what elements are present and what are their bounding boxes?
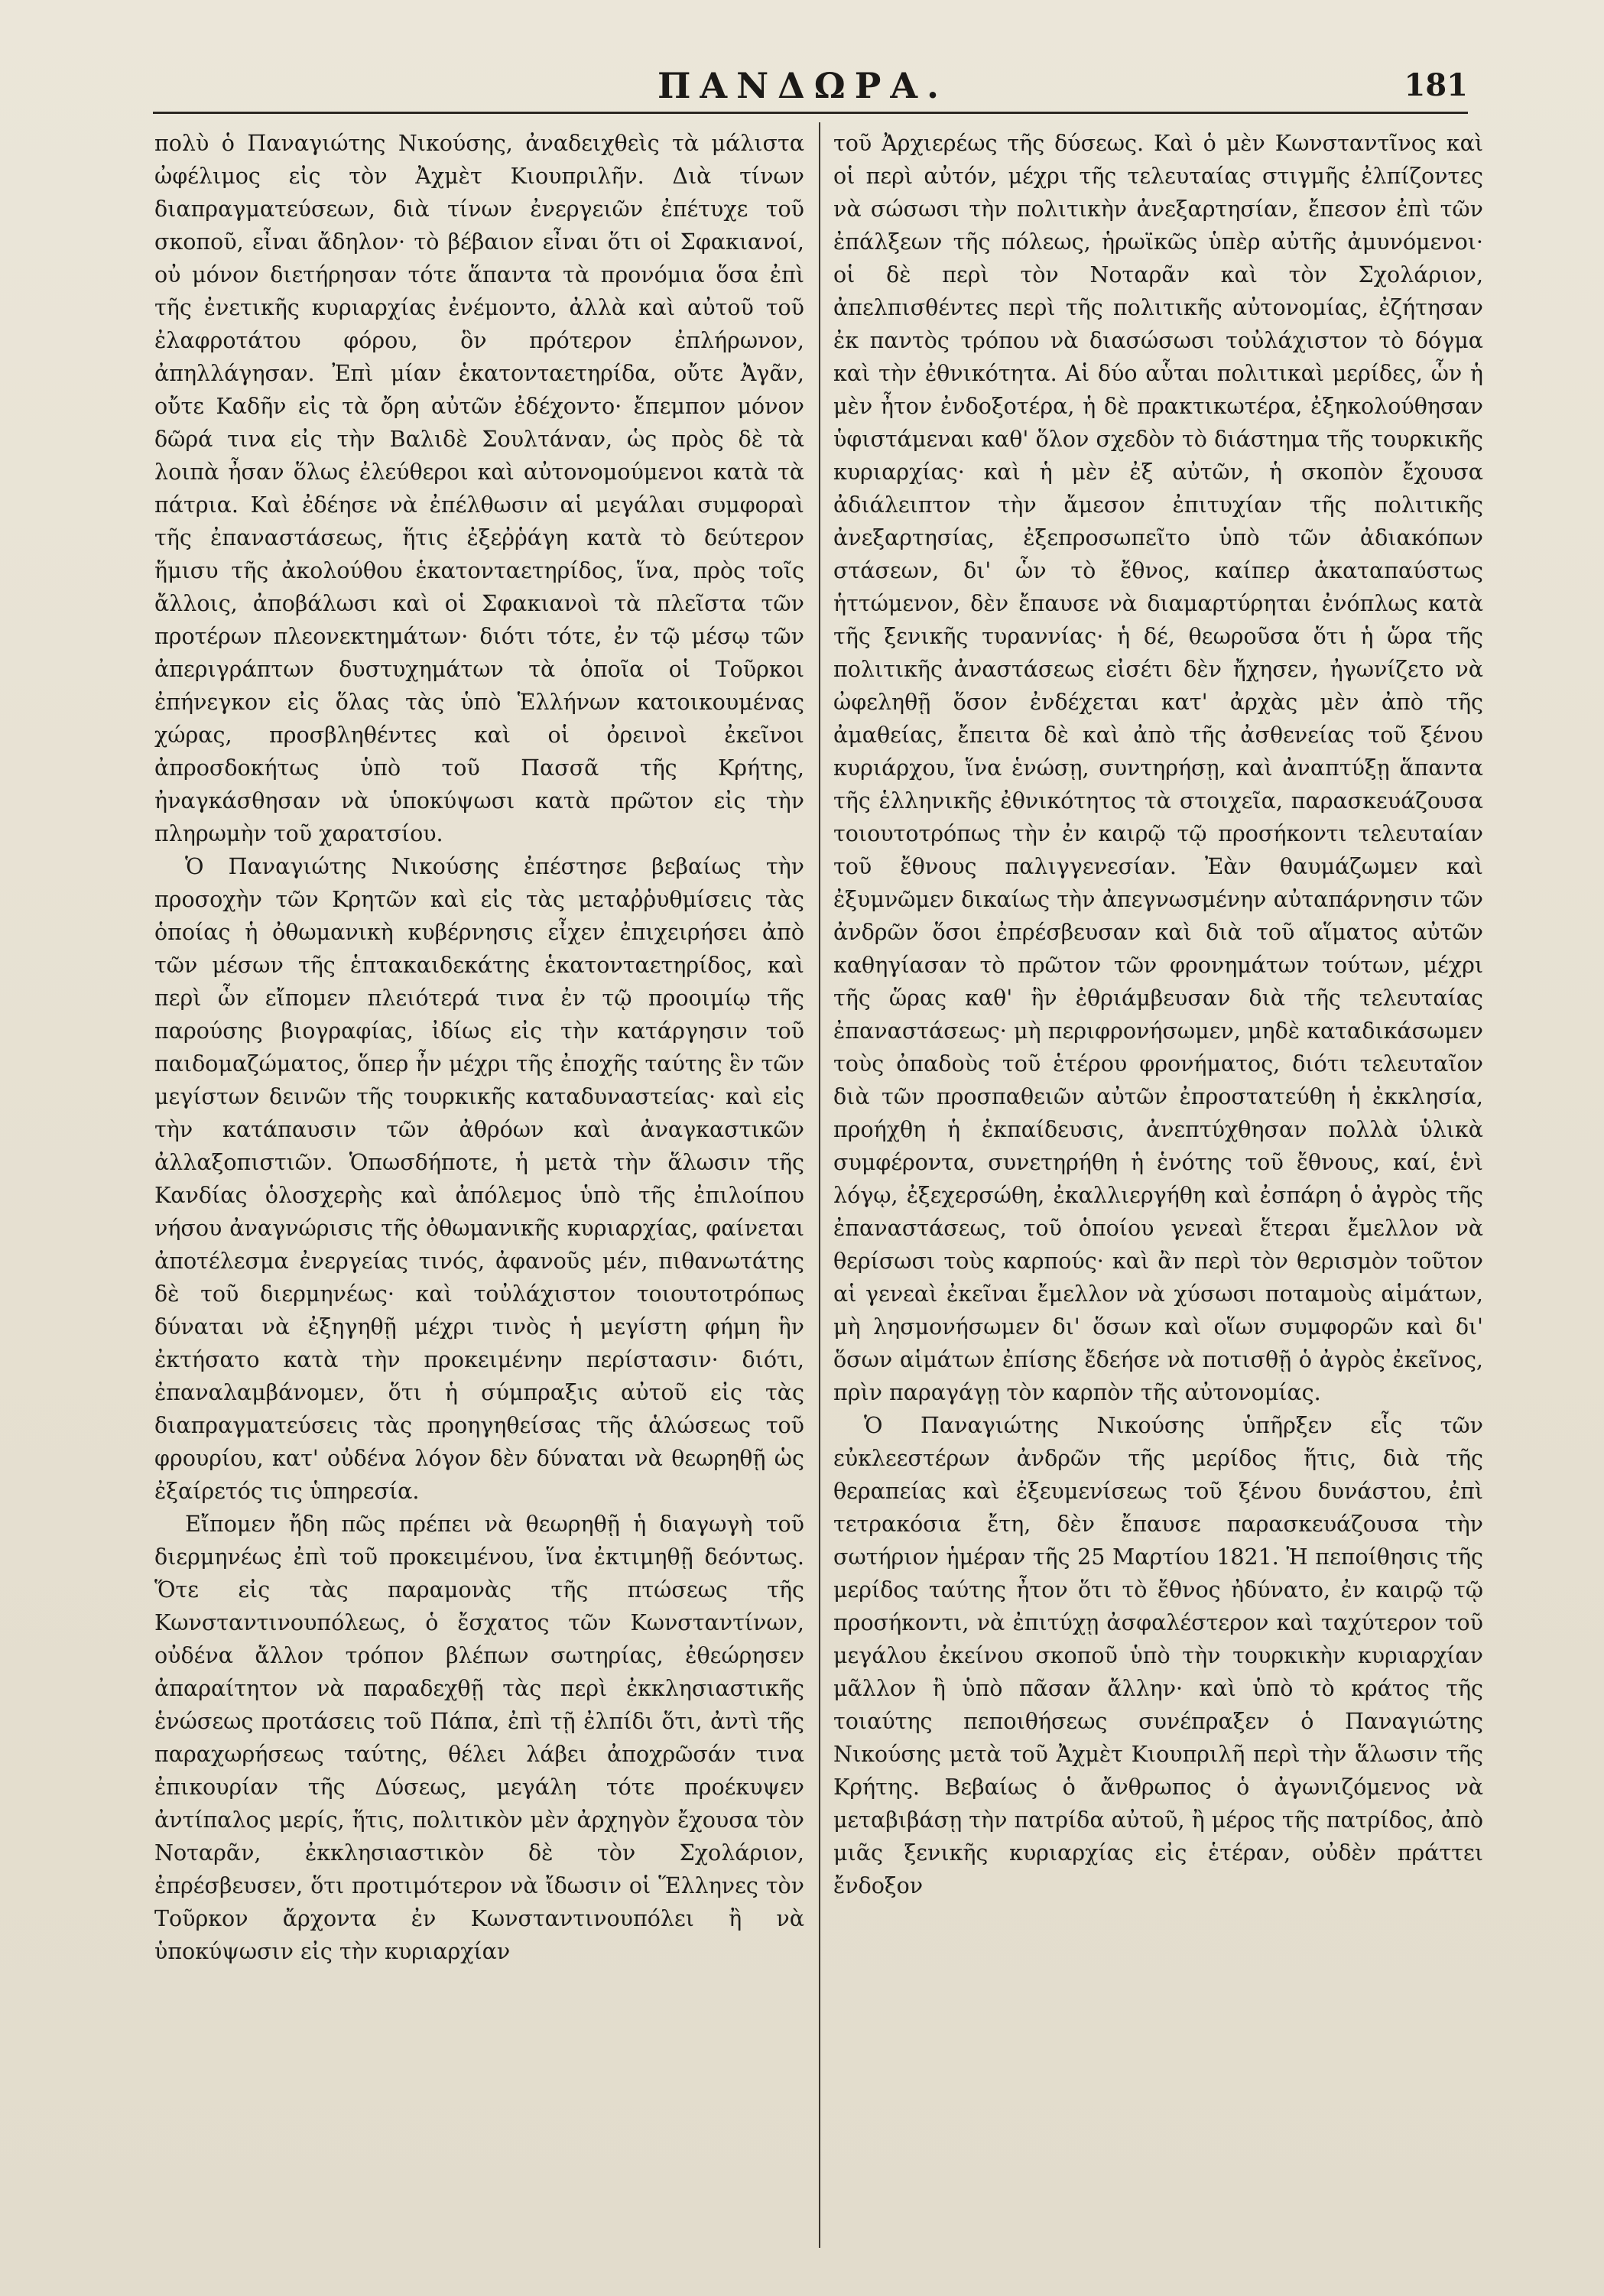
paragraph: πολὺ ὁ Παναγιώτης Νικούσης, ἀναδειχθεὶς τὰ μάλιστα ὠφέλιμος εἰς τὸν Ἀχμὲτ Κιουπριλῆν. Διὰ τίνων διαπραγματεύσεων, διὰ τίνων ἐνεργειῶν ἐπέτυχε τοῦ σκοποῦ, εἶναι ἄδηλον· τὸ βέβαιον εἶναι ὅτι οἱ Σφακιανοί, οὐ μόνον διετήρησαν τότε ἅπαντα τὰ προνόμια ὅσα ἐπὶ τῆς ἐνετικῆς κυριαρχίας ἐνέμοντο, ἀλλὰ καὶ αὐτοῦ τοῦ ἐλαφροτάτου φόρου, ὃν πρότερον ἐπλήρωνον, ἀπηλλάγησαν. Ἐπὶ μίαν ἑκατονταετηρίδα, οὔτε Ἀγᾶν, οὔτε Καδῆν εἰς τὰ ὄρη αὐτῶν ἐδέχοντο· ἔπεμπον μόνον δῶρά τινα εἰς τὴν Βαλιδὲ Σουλτάναν, ὡς πρὸς δὲ τὰ λοιπὰ ἦσαν ὅλως ἐλεύθεροι καὶ αὐτονομούμενοι κατὰ τὰ πάτρια. Καὶ ἐδέησε νὰ ἐπέλθωσιν αἱ μεγάλαι συμφοραὶ τῆς ἐπαναστάσεως, ἥτις ἐξεῤῥάγη κατὰ τὸ δεύτερον ἥμισυ τῆς ἀκολούθου ἑκατονταετηρίδος, ἵνα, πρὸς τοῖς ἄλλοις, ἀποβάλωσι καὶ οἱ Σφακιανοὶ τὰ πλεῖστα τῶν προτέρων πλεονεκτημάτων· διότι τότε, ἐν τῷ μέσῳ τῶν ἀπεριγράπτων δυστυχημάτων τὰ ὁποῖα οἱ Τοῦρκοι ἐπήνεγκον εἰς ὅλας τὰς ὑπὸ Ἑλλήνων κατοικουμένας χώρας, προσβληθέντες καὶ οἱ ὀρεινοὶ ἐκεῖνοι ἀπροσδοκήτως ὑπὸ τοῦ Πασσᾶ τῆς Κρήτης, ἠναγκάσθησαν νὰ ὑποκύψωσι κατὰ πρῶτον εἰς τὴν πληρωμὴν τοῦ χαρατσίου. [154,131,804,846]
right-column [833,127,1483,2237]
header-rule [153,112,1468,114]
running-title: ΠΑΝΔΩΡΑ. [657,65,949,106]
paragraph: Ὁ Παναγιώτης Νικούσης ἐπέστησε βεβαίως τὴν προσοχὴν τῶν Κρητῶν καὶ εἰς τὰς μεταῤῥυθμίσεις τὰς ὁποίας ἡ ὀθωμανικὴ κυβέρνησις εἶχεν ἐπιχειρήσει ἀπὸ τῶν μέσων τῆς ἑπτακαιδεκάτης ἑκατονταετηρίδος, καὶ περὶ ὧν εἴπομεν πλειότερά τινα ἐν τῷ προοιμίῳ τῆς παρούσης βιογραφίας, ἰδίως εἰς τὴν κατάργησιν τοῦ παιδομαζώματος, ὅπερ ἦν μέχρι τῆς ἐποχῆς ταύτης ἓν τῶν μεγίστων δεινῶν τῆς τουρκικῆς καταδυναστείας· καὶ εἰς τὴν κατάπαυσιν τῶν ἀθρόων καὶ ἀναγκαστικῶν ἀλλαξοπιστιῶν. Ὁπωσδήποτε, ἡ μετὰ τὴν ἅλωσιν τῆς Κανδίας ὁλοσχερὴς καὶ ἀπόλεμος ὑπὸ τῆς ἐπιλοίπου νήσου ἀναγνώρισις τῆς ὀθωμανικῆς κυριαρχίας, φαίνεται ἀποτέλεσμα ἐνεργείας τινός, ἀφανοῦς μέν, πιθανωτάτης δὲ τοῦ διερμηνέως· καὶ τοὐλάχιστον τοιουτοτρόπως δύναται νὰ ἐξηγηθῇ μέχρι τινὸς ἡ μεγίστη φήμη ἣν ἐκτήσατο κατὰ τὴν προκειμένην περίστασιν· διότι, ἐπαναλαμβάνομεν, ὅτι ἡ σύμπραξις αὐτοῦ εἰς τὰς διαπραγματεύσεις τὰς προηγηθείσας τῆς ἁλώσεως τοῦ φρουρίου, κατ' οὐδένα λόγον δὲν δύναται νὰ θεωρηθῇ ὡς ἐξαίρετός τις ὑπηρεσία. [154,854,804,1504]
page-header [138,63,1468,109]
paragraph: Ὁ Παναγιώτης Νικούσης ὑπῆρξεν εἷς τῶν εὐκλεεστέρων ἀνδρῶν τῆς μερίδος ἥτις, διὰ τῆς θεραπείας καὶ ἐξευμενίσεως τοῦ ξένου δυνάστου, ἐπὶ τετρακόσια ἔτη, δὲν ἔπαυσε παρασκευάζουσα τὴν σωτήριον ἡμέραν τῆς 25 Μαρτίου 1821. Ἡ πεποίθησις τῆς μερίδος ταύτης ἦτον ὅτι τὸ ἔθνος ἠδύνατο, ἐν καιρῷ τῷ προσήκοντι, νὰ ἐπιτύχῃ ἀσφαλέστερον καὶ ταχύτερον τοῦ μεγάλου ἐκείνου σκοποῦ ὑπὸ τὴν τουρκικὴν κυριαρχίαν μᾶλλον ἢ ὑπὸ πᾶσαν ἄλλην· καὶ ὑπὸ τὸ κράτος τῆς τοιαύτης πεποιθήσεως συνέπραξεν ὁ Παναγιώτης Νικούσης μετὰ τοῦ Ἀχμὲτ Κιουπριλῆ περὶ τὴν ἅλωσιν τῆς Κρήτης. Βεβαίως ὁ ἄνθρωπος ὁ ἀγωνιζόμενος νὰ μεταβιβάσῃ τὴν πατρίδα αὐτοῦ, ἢ μέρος τῆς πατρίδος, ἀπὸ μιᾶς ξενικῆς κυριαρχίας εἰς ἑτέραν, οὐδὲν πράττει ἔνδοξον [833,1413,1483,1898]
left-column [154,127,804,2237]
page-number: 181 [1404,67,1468,103]
paragraph: τοῦ Ἀρχιερέως τῆς δύσεως. Καὶ ὁ μὲν Κωνσταντῖνος καὶ οἱ περὶ αὐτόν, μέχρι τῆς τελευταίας στιγμῆς ἐλπίζοντες νὰ σώσωσι τὴν πολιτικὴν ἀνεξαρτησίαν, ἔπεσον ἐπὶ τῶν ἐπάλξεων τῆς πόλεως, ἡρωϊκῶς ὑπὲρ αὐτῆς ἀμυνόμενοι· οἱ δὲ περὶ τὸν Νοταρᾶν καὶ τὸν Σχολάριον, ἀπελπισθέντες περὶ τῆς πολιτικῆς αὐτονομίας, ἐζήτησαν ἐκ παντὸς τρόπου νὰ διασώσωσι τοὐλάχιστον τὸ δόγμα καὶ τὴν ἐθνικότητα. Αἱ δύο αὗται πολιτικαὶ μερίδες, ὧν ἡ μὲν ἦτον ἐνδοξοτέρα, ἡ δὲ πρακτικωτέρα, ἐξηκολούθησαν ὑφιστάμεναι καθ' ὅλον σχεδὸν τὸ διάστημα τῆς τουρκικῆς κυριαρχίας· καὶ ἡ μὲν ἐξ αὐτῶν, ἡ σκοπὸν ἔχουσα ἀδιάλειπτον τὴν ἄμεσον ἐπιτυχίαν τῆς πολιτικῆς ἀνεξαρτησίας, ἐξεπροσωπεῖτο ὑπὸ τῶν ἀδιακόπων στάσεων, δι' ὧν τὸ ἔθνος, καίπερ ἀκαταπαύστως ἡττώμενον, δὲν ἔπαυσε νὰ διαμαρτύρηται ἐνόπλως κατὰ τῆς ξενικῆς τυραννίας· ἡ δέ, θεωροῦσα ὅτι ἡ ὥρα τῆς πολιτικῆς ἀναστάσεως εἰσέτι δὲν ἤχησεν, ἠγωνίζετο νὰ ὠφεληθῇ ὅσον ἐνδέχεται κατ' ἀρχὰς μὲν ἀπὸ τῆς ἀμαθείας, ἔπειτα δὲ καὶ ἀπὸ τῆς ἀσθενείας τοῦ ξένου κυριάρχου, ἵνα ἑνώσῃ, συντηρήσῃ, καὶ ἀναπτύξῃ ἅπαντα τῆς ἑλληνικῆς ἐθνικότητος τὰ στοιχεῖα, παρασκευάζουσα τοιουτοτρόπως τὴν ἐν καιρῷ τῷ προσήκοντι τελευταίαν τοῦ ἔθνους παλιγγενεσίαν. Ἐὰν θαυμάζωμεν καὶ ἐξυμνῶμεν δικαίως τὴν ἀπεγνωσμένην αὐταπάρνησιν τῶν ἀνδρῶν ὅσοι ἐπρέσβευσαν καὶ διὰ τοῦ αἵματος αὐτῶν καθηγίασαν τὸ πρῶτον τῶν φρονημάτων τούτων, μέχρι τῆς ὥρας καθ' ἣν ἐθριάμβευσαν διὰ τῆς τελευταίας ἐπαναστάσεως· μὴ περιφρονήσωμεν, μηδὲ καταδικάσωμεν τοὺς ὀπαδοὺς τοῦ ἑτέρου φρονήματος, διότι τελευταῖον διὰ τῶν προσπαθειῶν αὐτῶν ἐπροστατεύθη ἡ ἐκκλησία, προήχθη ἡ ἐκπαίδευσις, ἀνεπτύχθησαν πολλὰ ὑλικὰ συμφέροντα, συνετηρήθη ἡ ἑνότης τοῦ ἔθνους, καί, ἑνὶ λόγῳ, ἐξεχερσώθη, ἐκαλλιεργήθη καὶ ἐσπάρη ὁ ἀγρὸς τῆς ἐπαναστάσεως, τοῦ ὁποίου γενεαὶ ἕτεραι ἔμελλον νὰ θερίσωσι τοὺς καρπούς· καὶ ἂν περὶ τὸν θερισμὸν τοῦτον αἱ γενεαὶ ἐκεῖναι ἔμελλον νὰ χύσωσι ποταμοὺς αἱμάτων, μὴ λησμονήσωμεν δι' ὅσων καὶ οἵων συμφορῶν καὶ δι' ὅσων αἱμάτων ἐπίσης ἔδεήσε νὰ ποτισθῇ ὁ ἀγρὸς ἐκεῖνος, πρὶν παραγάγῃ τὸν καρπὸν τῆς αὐτονομίας. [833,131,1483,1405]
column-divider [819,122,820,2248]
paragraph: Εἴπομεν ἤδη πῶς πρέπει νὰ θεωρηθῇ ἡ διαγωγὴ τοῦ διερμηνέως ἐπὶ τοῦ προκειμένου, ἵνα ἐκτιμηθῇ δεόντως. Ὅτε εἰς τὰς παραμονὰς τῆς πτώσεως τῆς Κωνσταντινουπόλεως, ὁ ἔσχατος τῶν Κωνσταντίνων, οὐδένα ἄλλον τρόπον βλέπων σωτηρίας, ἐθεώρησεν ἀπαραίτητον νὰ παραδεχθῇ τὰς περὶ ἐκκλησιαστικῆς ἑνώσεως προτάσεις τοῦ Πάπα, ἐπὶ τῇ ἐλπίδι ὅτι, ἀντὶ τῆς παραχωρήσεως ταύτης, θέλει λάβει ἀποχρῶσάν τινα ἐπικουρίαν τῆς Δύσεως, μεγάλη τότε προέκυψεν ἀντίπαλος μερίς, ἥτις, πολιτικὸν μὲν ἀρχηγὸν ἔχουσα τὸν Νοταρᾶν, ἐκκλησιαστικὸν δὲ τὸν Σχολάριον, ἐπρέσβευσεν, ὅτι προτιμότερον νὰ ἴδωσιν οἱ Ἕλληνες τὸν Τοῦρκον ἄρχοντα ἐν Κωνσταντινουπόλει ἢ νὰ ὑποκύψωσιν εἰς τὴν κυριαρχίαν [154,1512,804,1964]
